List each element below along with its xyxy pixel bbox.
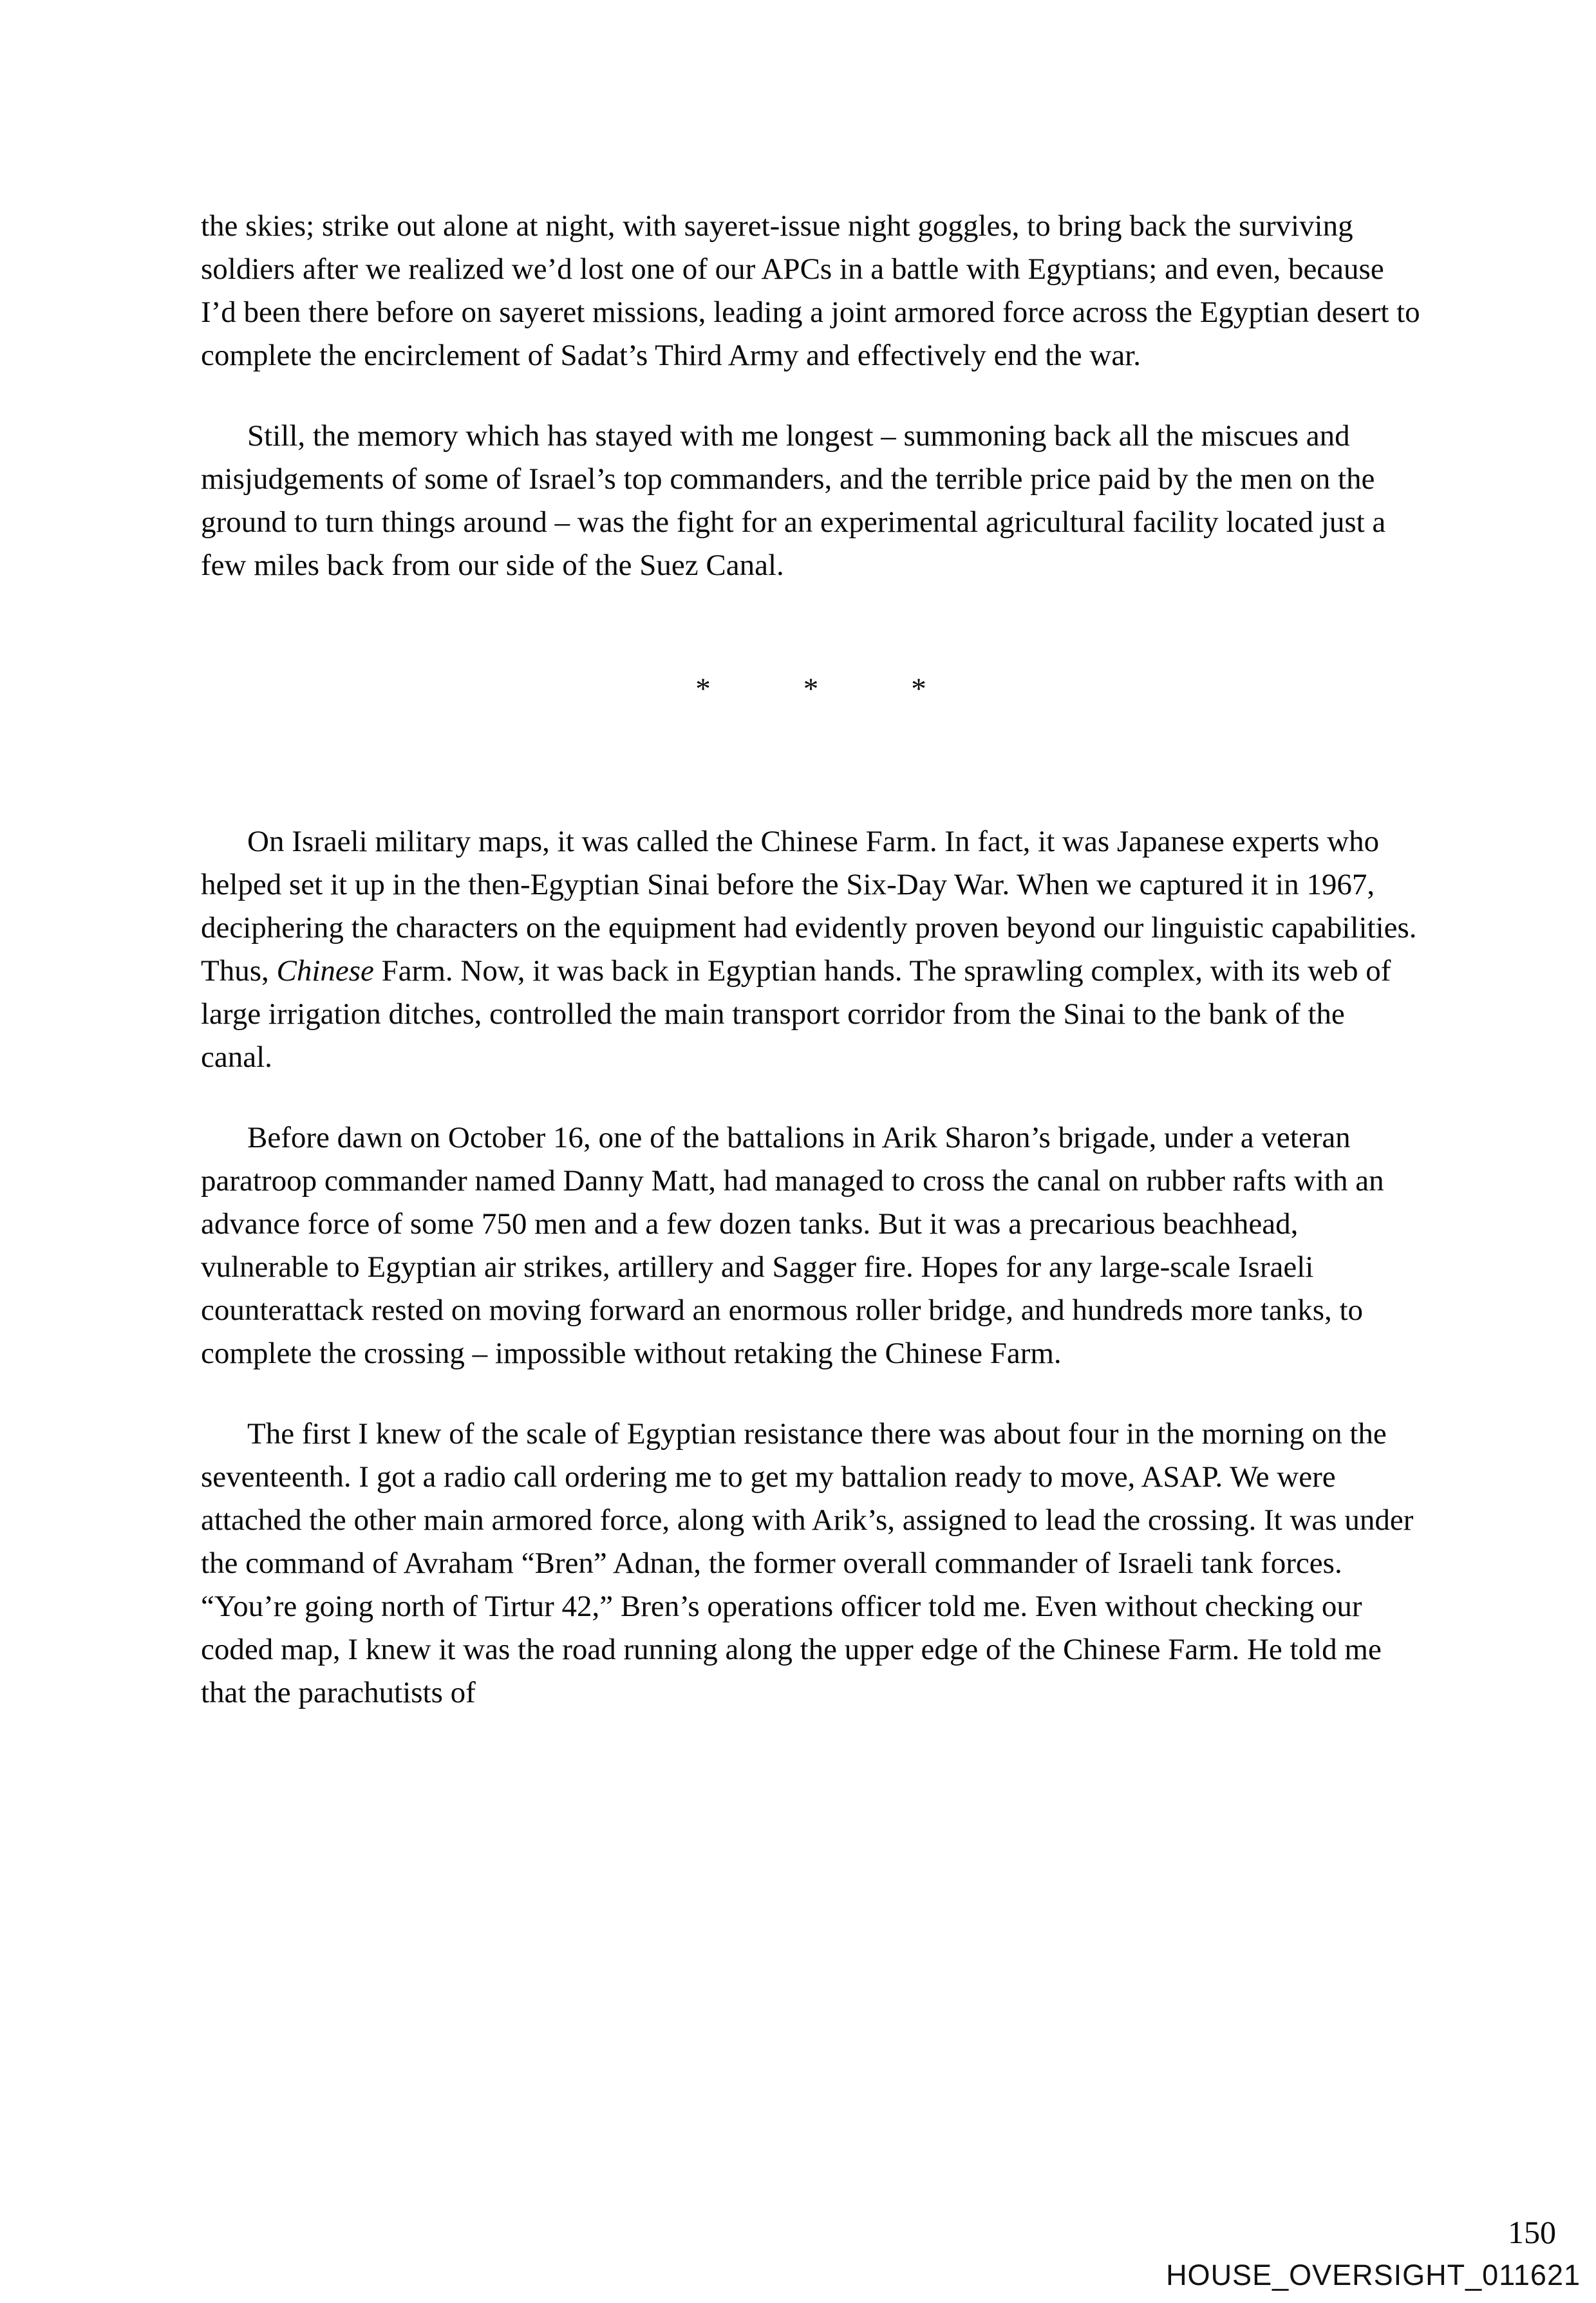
paragraph	[201, 205, 1421, 377]
paragraph	[201, 820, 1421, 1079]
text-body	[201, 205, 1421, 1752]
italic-text-run: Chinese	[276, 954, 374, 988]
asterisk: *	[803, 672, 819, 706]
asterisk: *	[695, 672, 711, 706]
text-run: Still, the memory which has stayed with me longest – summoning back all the miscues and misjudgements of some of Israel’s top commanders, and the terrible price paid by the men on the ground to turn things around – was the fight for an experimental agricultural facility located just a few miles back from our side of the Suez Canal.	[201, 419, 1386, 582]
asterisk: *	[911, 672, 926, 706]
section-break	[201, 668, 1421, 711]
bates-stamp: HOUSE_OVERSIGHT_011621	[1166, 2259, 1581, 2291]
text-run: the skies; strike out alone at night, with sayeret-issue night goggles, to bring back the surviving soldiers after we realized we’d lost one of our APCs in a battle with Egyptians; and even, because I’d been there before on sayeret missions, leading a joint armored force across the Egyptian desert to complete the encirclement of Sadat’s Third Army and effectively end the war.	[201, 209, 1420, 372]
text-run: On Israeli military maps, it was called the Chinese Farm. In fact, it was Japanese experts who helped set it up in the then-Egyptian Sinai before the Six-Day War. When we captured it in 1967, deciphering the characters on the equipment had evidently proven beyond our linguistic capabilities. Thus,	[201, 825, 1417, 988]
text-run: Before dawn on October 16, one of the battalions in Arik Sharon’s brigade, under a veteran paratroop commander named Danny Matt, had managed to cross the canal on rubber rafts with an advance force of some 750 men and a few dozen tanks. But it was a precarious beachhead, vulnerable to Egyptian air strikes, artillery and Sagger fire. Hopes for any large-scale Israeli counterattack rested on moving forward an enormous roller bridge, and hundreds more tanks, to complete the crossing – impossible without retaking the Chinese Farm.	[201, 1121, 1384, 1370]
paragraph	[201, 1116, 1421, 1375]
paragraph	[201, 1413, 1421, 1715]
paragraph	[201, 415, 1421, 587]
page-number: 150	[1508, 2214, 1556, 2250]
text-run: The first I knew of the scale of Egyptian resistance there was about four in the morning on the seventeenth. I got a radio call ordering me to get my battalion ready to move, ASAP. We were attached the other main armored force, along with Arik’s, assigned to lead the crossing. It was under the command of Avraham “Bren” Adnan, the former overall commander of Israeli tank forces. “You’re going north of Tirtur 42,” Bren’s operations officer told me. Even without checking our coded map, I knew it was the road running along the upper edge of the Chinese Farm. He told me that the parachutists of	[201, 1417, 1414, 1709]
text-run: Farm. Now, it was back in Egyptian hands. The sprawling complex, with its web of large irrigation ditches, controlled the main transport corridor from the Sinai to the bank of the canal.	[201, 954, 1391, 1074]
